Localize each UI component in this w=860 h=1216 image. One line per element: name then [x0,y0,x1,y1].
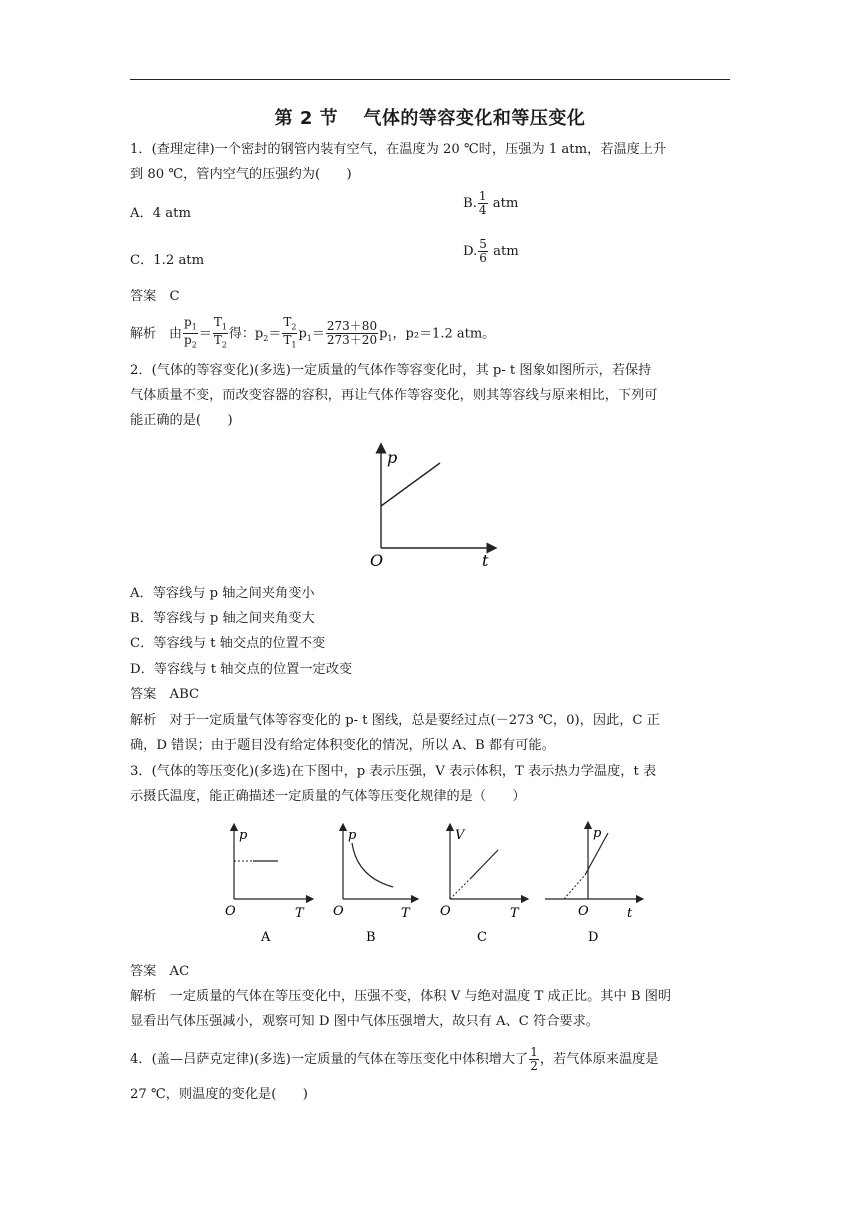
q3-graphs [215,815,645,955]
q3-analysis-line1: 解析 一定质量的气体在等压变化中，压强不变，体积 V 与绝对温度 T 成正比。其中 B 图明 [130,989,672,1004]
q2-y-label: p [387,448,398,467]
section-title: 第 2 节 气体的等容变化和等压变化 [274,108,586,129]
q3-graph-d [545,825,640,945]
q3-c-origin: O [440,904,451,919]
q3-a-origin: O [225,904,236,919]
q3-a-caption: A [261,930,271,945]
q3-analysis-line2: 显看出气体压强减小，观察可知 D 图中气体压强增大，故只有 A、C 符合要求。 [130,1014,599,1029]
q3-b-caption: B [366,930,376,945]
q2-text-line2: 气体质量不变，而改变容器的容积，再让气体作等容变化，则其等容线与原来相比，下列可 [130,388,658,403]
q2-option-b: B．等容线与 p 轴之间夹角变大 [130,611,315,626]
q2-origin-label: O [370,551,384,570]
q3-c-y-label: V [455,828,465,843]
q4-text-line1: 4．(盖—吕萨克定律)(多选)一定质量的气体在等压变化中体积增大了 $\frac{1}{2}$ ，若气体原来温度是 [130,1045,659,1073]
q2-analysis-line1: 解析 对于一定质量气体等容变化的 p- t 图线，总是要经过点(－273 ℃，0)，因此，C 正 [130,713,660,728]
header-rule [130,79,730,80]
q1-text-line1: 1．(查理定律)一个密封的钢管内装有空气，在温度为 20 ℃时，压强为 1 atm，若温度上升 [130,142,667,157]
q2-pt-graph [360,438,510,573]
q2-text-line1: 2．(气体的等容变化)(多选)一定质量的气体作等容变化时，其 p- t 图象如图所示，若保持 [130,363,652,378]
q1-answer: 答案 C [130,289,180,304]
q1-option-b: B. $\frac{1}{4}$ atm [463,189,519,217]
q3-graph-b [333,827,415,945]
q2-option-d: D．等容线与 t 轴交点的位置一定改变 [130,662,353,677]
q1-option-d: D. $\frac{5}{6}$ atm [463,237,519,265]
q1-analysis: 解析 由 $\frac{p_1}{p_2}$ ＝ $\frac{T_1}{T_2}$ 得：$p_2=$ $\frac{T_2}{T_1}$ $p_1=$ $\frac{273+80}{273+20}$ $p_1$，p₂＝1.2 atm。 [130,315,496,350]
q3-d-y-label: p [593,826,602,841]
q3-a-y-label: p [239,828,248,843]
q3-answer: 答案 AC [130,964,190,979]
q2-answer: 答案 ABC [130,687,200,702]
q3-a-x-label: T [295,906,304,921]
q3-b-origin: O [333,904,344,919]
q1-option-a: A．4 atm [130,206,191,221]
q2-x-label: t [482,551,489,570]
q3-d-x-label: t [627,906,633,921]
q3-b-x-label: T [401,906,410,921]
q3-b-y-label: p [348,828,357,843]
q3-d-caption: D [588,930,599,945]
q3-c-caption: C [477,930,487,945]
q3-text-line2: 示摄氏温度，能正确描述一定质量的气体等压变化规律的是（ ） [130,789,526,804]
q1-text-line2: 到 80 ℃，管内空气的压强约为( ) [130,167,352,182]
q3-text-line1: 3．(气体的等压变化)(多选)在下图中，p 表示压强，V 表示体积，T 表示热力学温度，t 表 [130,764,657,779]
q2-text-line3: 能正确的是( ) [130,413,233,428]
q2-isochore-line [381,463,440,506]
q3-graph-a [225,827,310,945]
q2-analysis-line2: 确，D 错误；由于题目没有给定体积变化的情况，所以 A、B 都有可能。 [130,738,555,753]
q3-graph-c [440,827,525,945]
q4-text-line2: 27 ℃，则温度的变化是( ) [130,1087,308,1102]
q2-option-a: A．等容线与 p 轴之间夹角变小 [130,586,315,601]
q3-d-origin: O [578,904,589,919]
q1-option-c: C．1.2 atm [130,253,205,268]
q2-option-c: C．等容线与 t 轴交点的位置不变 [130,636,326,651]
q3-c-x-label: T [510,906,519,921]
